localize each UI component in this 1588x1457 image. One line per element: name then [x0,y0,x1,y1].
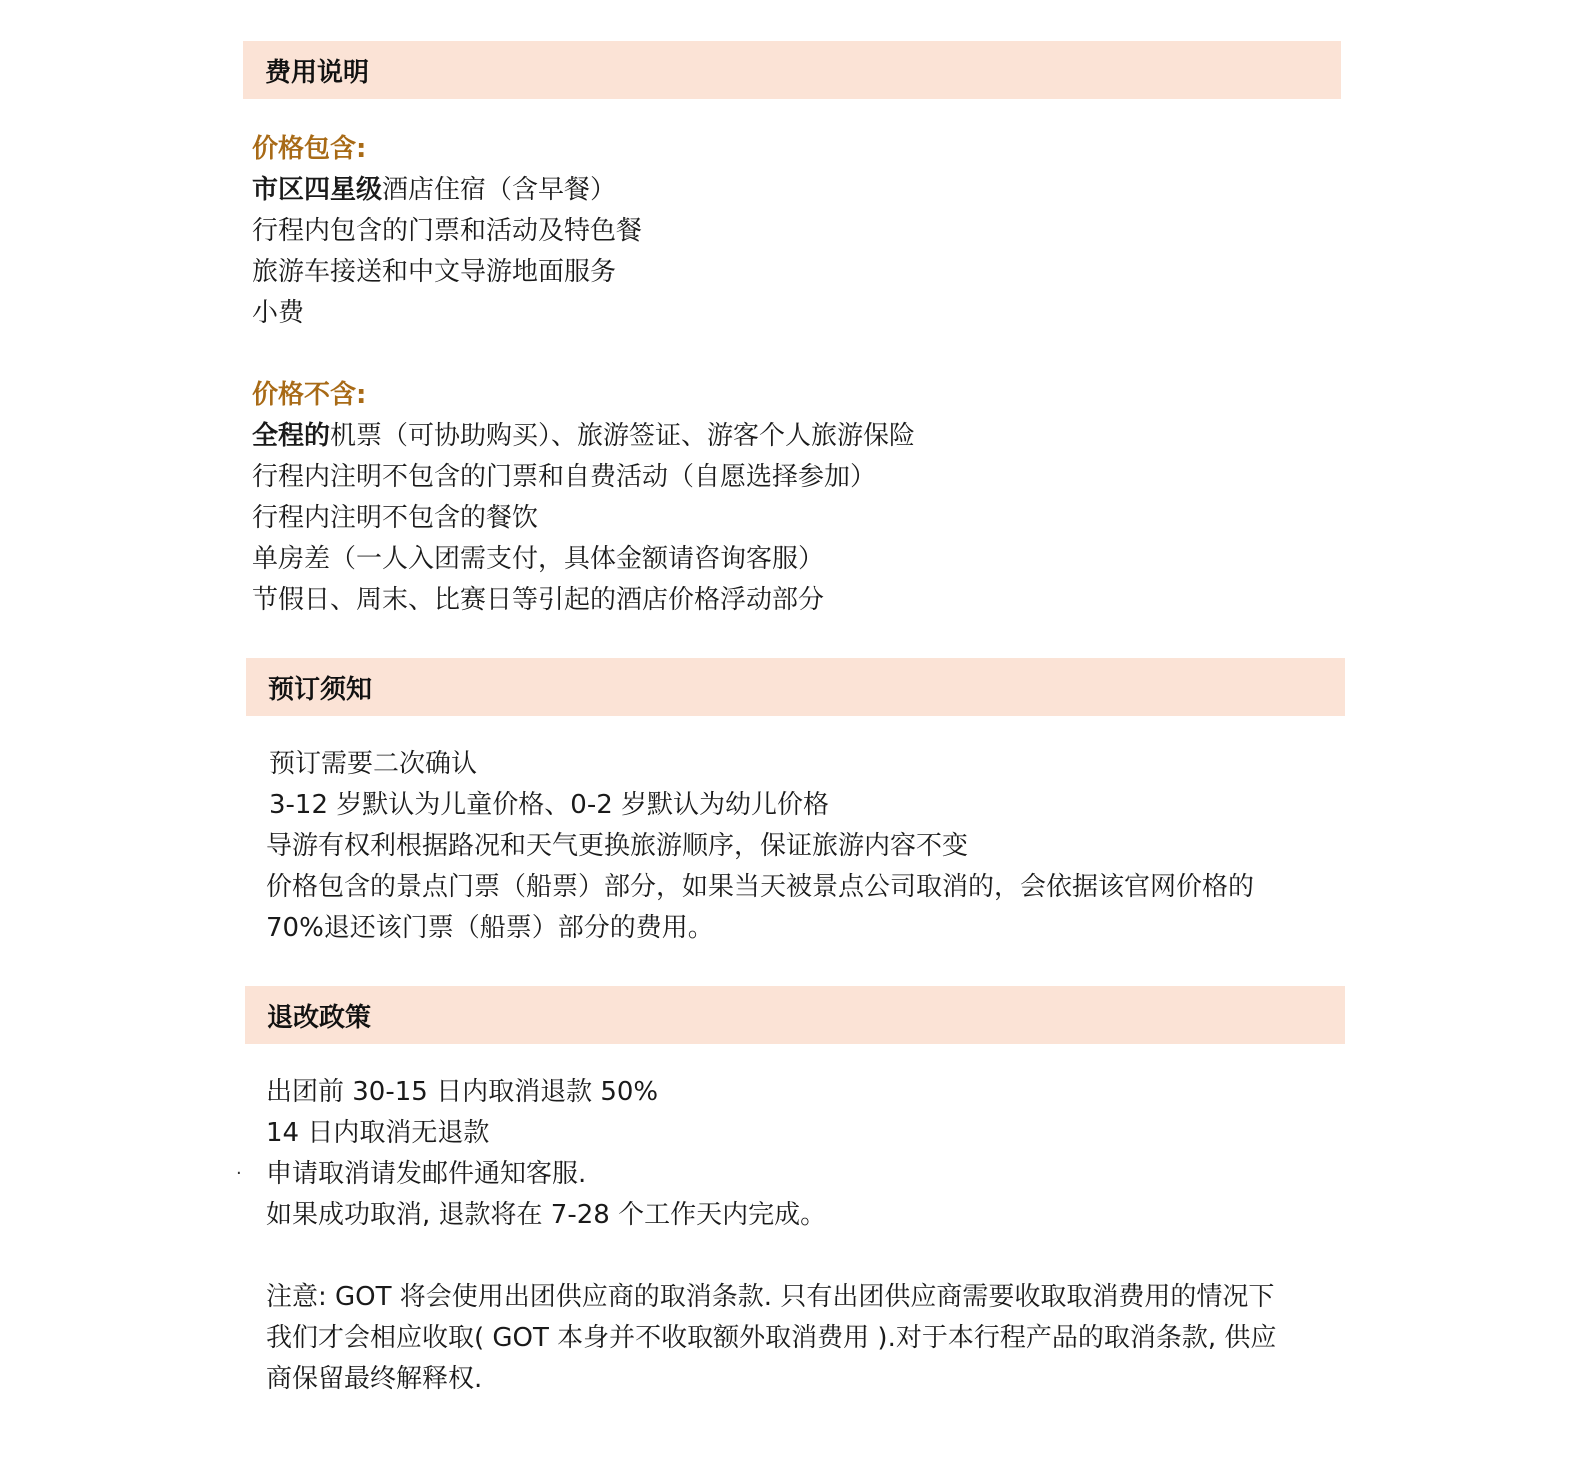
refund-note-line: 我们才会相应收取( GOT 本身并不收取额外取消费用 ).对于本行程产品的取消条款, 供应 [266,1323,1277,1353]
excluded-item [252,498,1342,539]
included-item [252,293,1342,334]
included-item-text: 旅游车接送和中文导游地面服务 [252,257,617,287]
included-item [252,252,1342,293]
excluded-item [252,580,1342,621]
excluded-item-text: 行程内注明不包含的门票和自费活动（自愿选择参加） [252,462,877,492]
spacer [266,1236,1341,1277]
stray-dot: · [236,1163,242,1184]
spacer [252,334,1342,375]
refund-line: 如果成功取消, 退款将在 7-28 个工作天内完成。 [266,1200,827,1230]
refund-line: 申请取消请发邮件通知客服. [266,1159,587,1189]
booking-section-header [246,658,1345,716]
included-item-text: 行程内包含的门票和活动及特色餐 [252,216,643,246]
booking-line: 70%退还该门票（船票）部分的费用。 [266,913,714,943]
refund-note-line: 商保留最终解释权. [266,1364,483,1394]
included-item [252,211,1342,252]
booking-line: 预订需要二次确认 [269,749,478,779]
fees-content [252,129,1342,621]
refund-section-header [245,986,1345,1044]
booking-line: 导游有权利根据路况和天气更换旅游顺序，保证旅游内容不变 [266,831,969,861]
excluded-item-text: 节假日、周末、比赛日等引起的酒店价格浮动部分 [252,585,825,615]
booking-section-title: 预订须知 [268,674,373,705]
refund-line: 出团前 30-15 日内取消退款 50% [266,1077,659,1107]
fees-section-header [243,41,1341,99]
booking-line: 3-12 岁默认为儿童价格、0-2 岁默认为幼儿价格 [269,790,830,820]
excluded-item-text: 行程内注明不包含的餐饮 [252,503,539,533]
included-item [252,170,1342,211]
included-item-emphasis: 市区四星级 [252,175,383,205]
refund-content [266,1072,1341,1400]
excluded-item-text: 单房差（一人入团需支付，具体金额请咨询客服） [252,544,825,574]
included-item-text: 小费 [252,298,305,328]
excluded-item [252,416,1342,457]
excluded-item [252,457,1342,498]
included-heading: 价格包含: [252,134,367,164]
booking-line: 价格包含的景点门票（船票）部分，如果当天被景点公司取消的，会依据该官网价格的 [266,872,1255,902]
excluded-item-text: 机票（可协助购买）、旅游签证、游客个人旅游保险 [330,421,916,451]
excluded-item-emphasis: 全程的 [252,421,331,451]
booking-content [266,744,1341,949]
refund-note-line: 注意: GOT 将会使用出团供应商的取消条款. 只有出团供应商需要收取取消费用的情况下 [266,1282,1275,1312]
fees-section-title: 费用说明 [265,57,370,88]
refund-line: 14 日内取消无退款 [266,1118,490,1148]
included-item-text: 酒店住宿（含早餐） [382,175,617,205]
excluded-item [252,539,1342,580]
refund-section-title: 退改政策 [267,1002,372,1033]
excluded-heading: 价格不含: [252,380,367,410]
